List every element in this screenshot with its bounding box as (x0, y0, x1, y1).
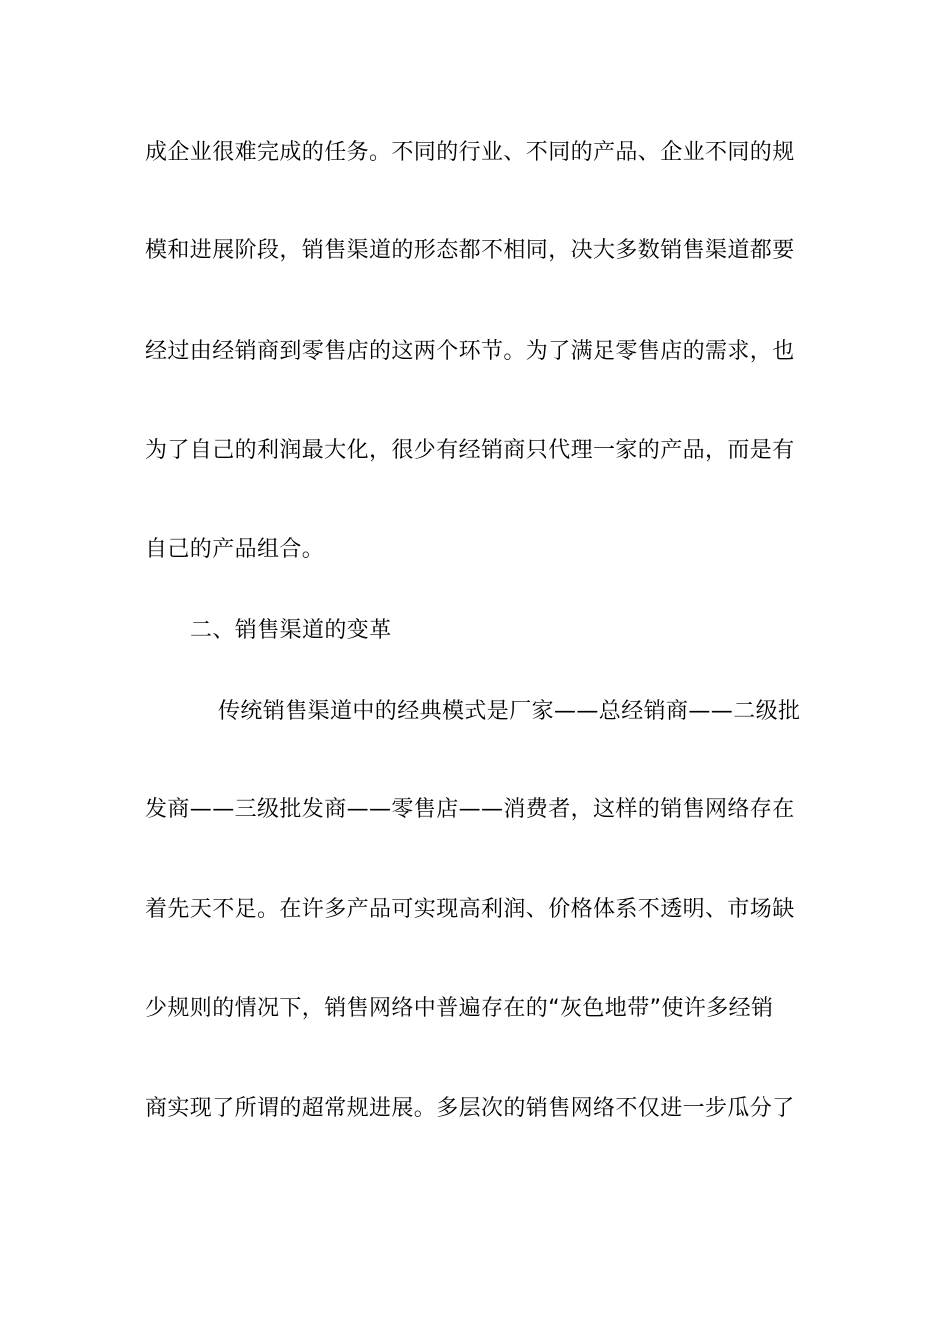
paragraph-line: 少规则的情况下，销售网络中普遍存在的“灰色地带”使许多经销 (145, 996, 774, 1021)
paragraph-line: 为了自己的利润最大化，很少有经销商只代理一家的产品，而是有 (145, 438, 795, 463)
paragraph-line: 成企业很难完成的任务。不同的行业、不同的产品、企业不同的规 (145, 140, 795, 165)
paragraph-line: 传统销售渠道中的经典模式是厂家——总经销商——二级批 (218, 699, 801, 724)
paragraph-line: 商实现了所谓的超常规进展。多层次的销售网络不仅进一步瓜分了 (145, 1096, 795, 1121)
paragraph-line: 自己的产品组合。 (145, 537, 325, 562)
paragraph-line: 模和进展阶段，销售渠道的形态都不相同，决大多数销售渠道都要 (145, 238, 795, 263)
paragraph-line: 着先天不足。在许多产品可实现高利润、价格体系不透明、市场缺 (145, 897, 795, 922)
paragraph-line: 经过由经销商到零售店的这两个环节。为了满足零售店的需求，也 (145, 339, 795, 364)
paragraph-line: 发商——三级批发商——零售店——消费者，这样的销售网络存在 (145, 797, 795, 822)
section-heading: 二、销售渠道的变革 (190, 618, 392, 643)
